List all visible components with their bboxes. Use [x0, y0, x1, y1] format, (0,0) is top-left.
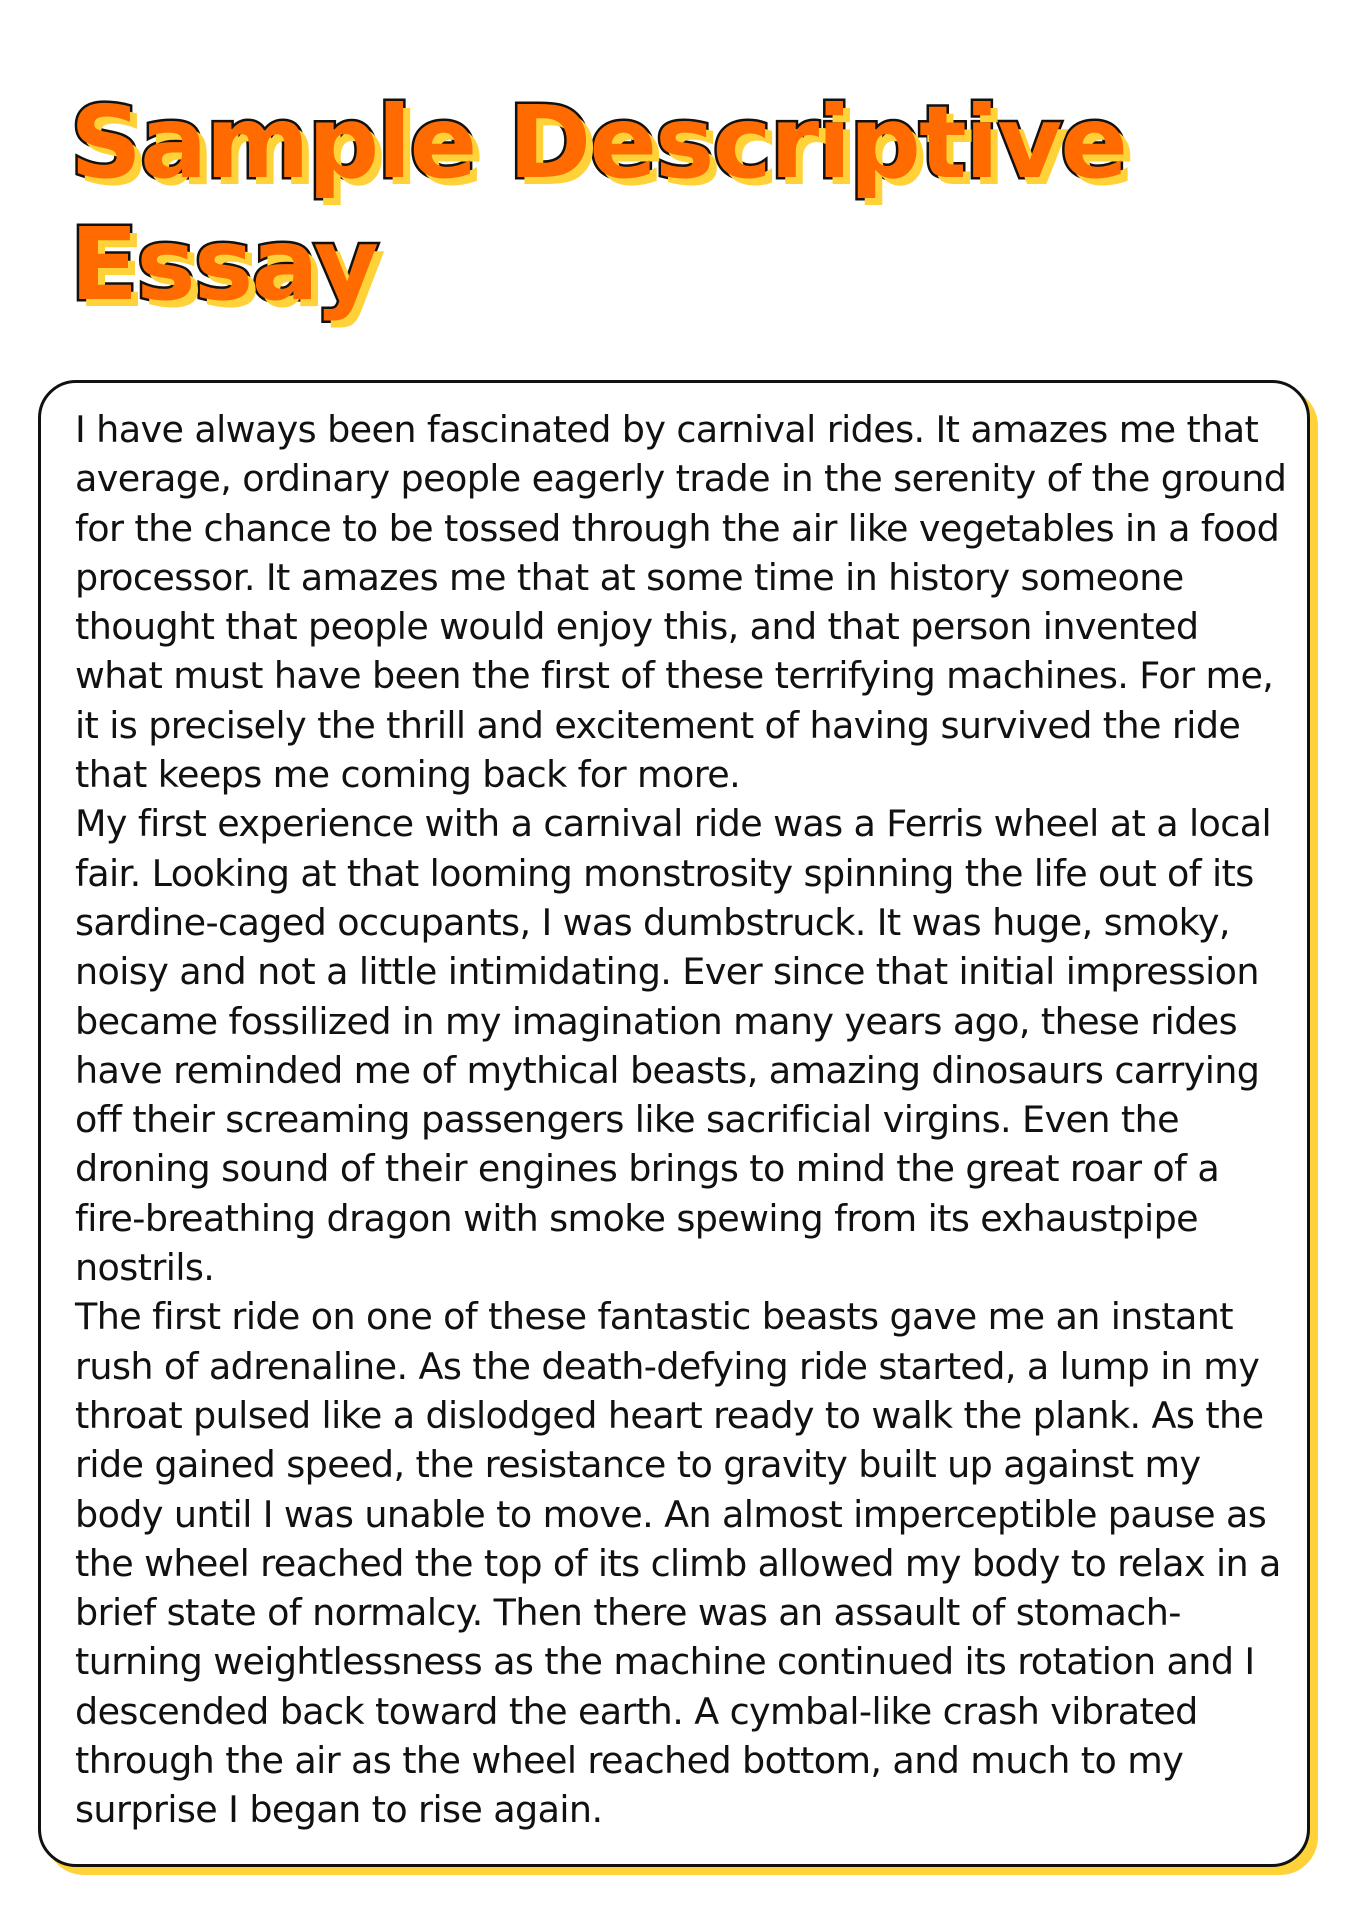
page-title-line-1: Sample Descriptive: [70, 84, 1127, 201]
essay-paragraph-3: The first ride on one of these fantastic beasts gave me an instant rush of adrenaline. As the death-defying ride started, a lump in my throat pulsed like a dislodged heart ready to walk the plank. As the ride gained speed, the resistance to gravity built up against my body until I was unable to move. An almost imperceptible pause as the wheel reached the top of its climb allowed my body to relax in a brief state of normalcy. Then there was an assault of stomach-turning weightlessness as the machine continued its rotation and I descended back toward the earth. A cymbal-like crash vibrated through the air as the wheel reached bottom, and much to my surprise I began to rise again.: [75, 1295, 1281, 1832]
essay-paragraph-2: My first experience with a carnival ride was a Ferris wheel at a local fair. Looking at that looming monstrosity spinning the life out of its sardine-caged occupants, I was dumbstruck. It was huge, smoky, noisy and not a little intimidating. Ever since that initial impression became fossilized in my imagination many years ago, these rides have reminded me of mythical beasts, amazing dinosaurs carrying off their screaming passengers like sacrificial virgins. Even the droning sound of their engines brings to mind the great roar of a fire-breathing dragon with smoke spewing from its exhaustpipe nostrils.: [75, 802, 1272, 1290]
page-title: [70, 82, 1270, 326]
essay-card: [38, 380, 1310, 1867]
page-title-line-2: Essay: [70, 206, 377, 323]
essay-body: [75, 405, 1290, 1835]
essay-paragraph-1: I have always been fascinated by carnival rides. It amazes me that average, ordinary people eagerly trade in the serenity of the ground for the chance to be tossed through the air like vegetables in a food processor. It amazes me that at some time in history someone thought that people would enjoy this, and that person invented what must have been the first of these terrifying machines. For me, it is precisely the thrill and excitement of having survived the ride that keeps me coming back for more.: [75, 408, 1287, 797]
